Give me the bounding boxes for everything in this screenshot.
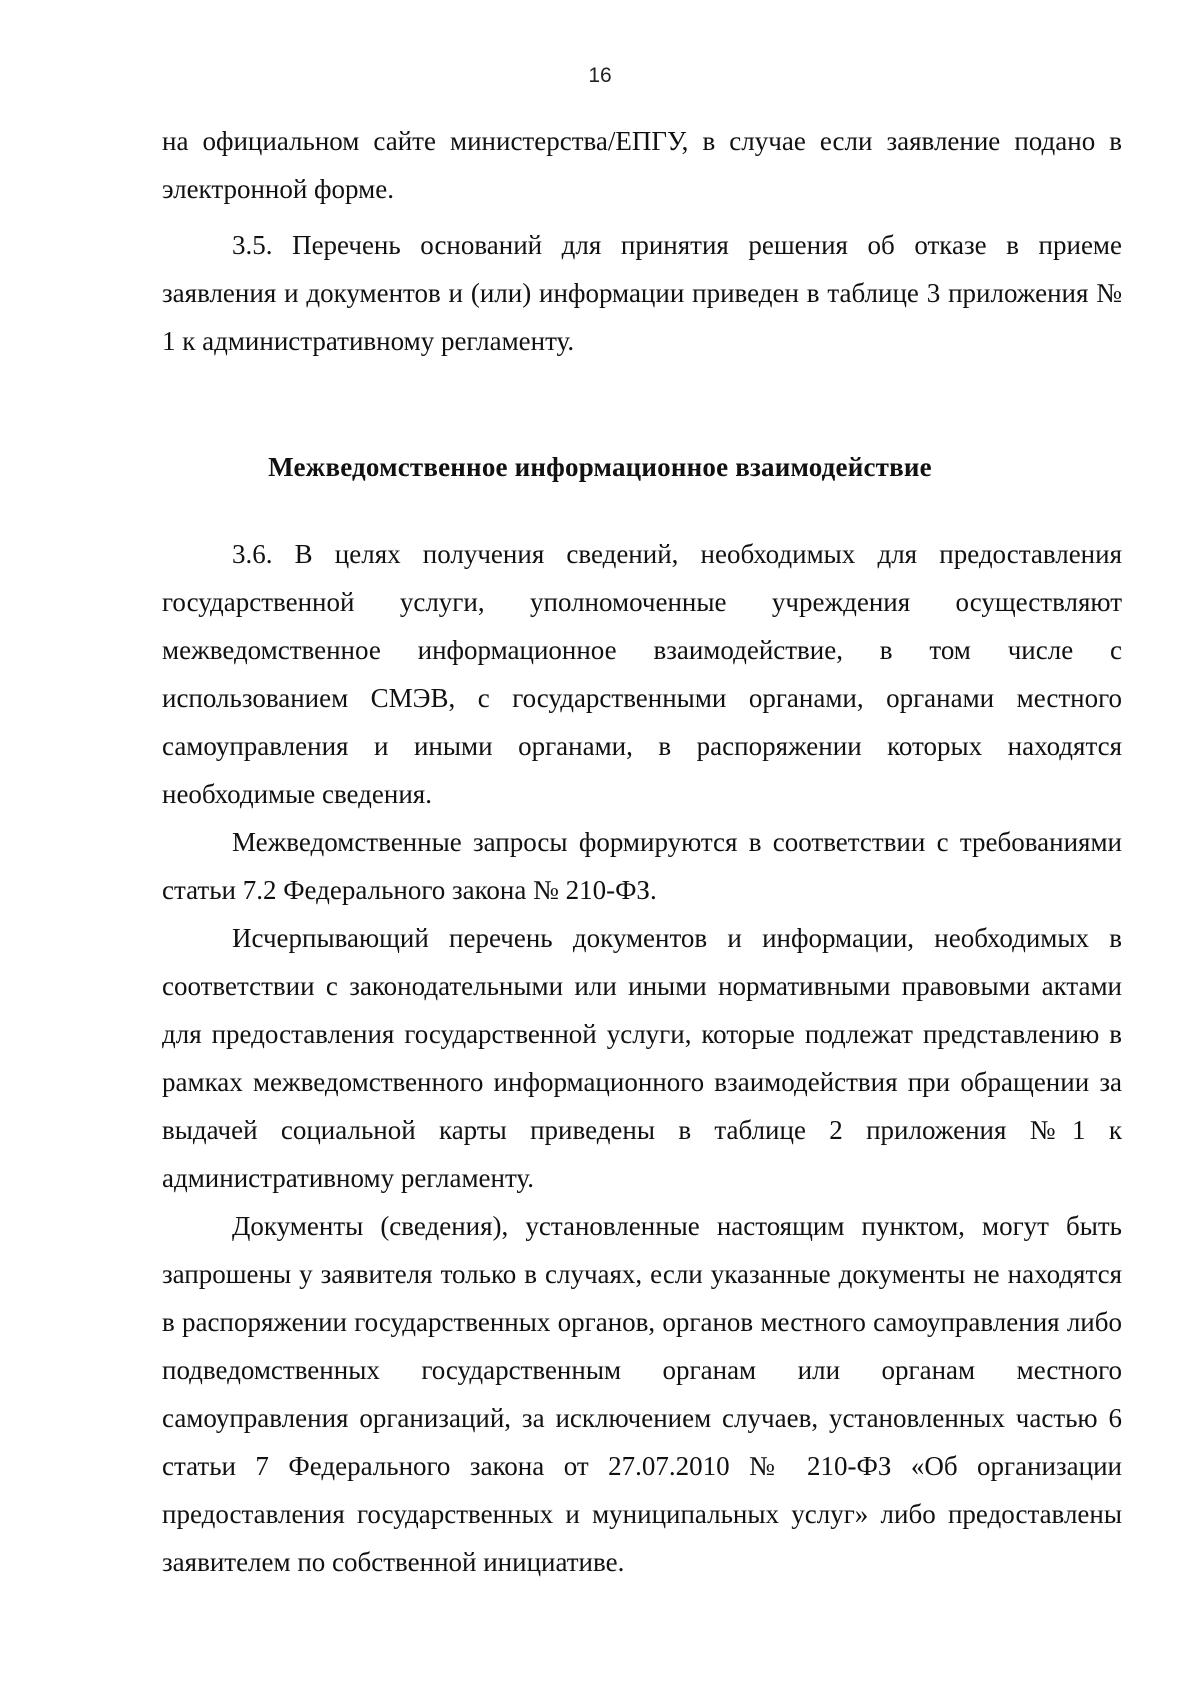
page-number: 16 xyxy=(588,64,612,87)
paragraph-3-5: 3.5. Перечень оснований для принятия решения об отказе в приеме заявления и документов и (или) информации приведен в таблице 3 приложения № 1 к административному регламенту. xyxy=(162,230,1122,356)
paragraph-continuation: на официальном сайте министерства/ЕПГУ, в случае если заявление подано в электронной форме. xyxy=(162,126,1122,204)
paragraph-3-6: 3.6. В целях получения сведений, необходимых для предоставления государственной услуги, уполномоченные учреждения осуществляют межведомственное информационное взаимодействие, в том числе с использованием СМЭВ, с государственными органами, органами местного самоуправления и иными органами, в распоряжении которых находятся необходимые сведения. xyxy=(162,539,1122,809)
clause-3-6-block xyxy=(162,530,1122,1586)
paragraph-exhaustive-list: Исчерпывающий перечень документов и информации, необходимых в соответствии с законодательными или иными нормативными правовыми актами для предоставления государственной услуги, которые подлежат представлению в рамках межведомственного информационного взаимодействия при обращении за выдачей социальной карты приведены в таблице 2 приложения №1 к административному регламенту. xyxy=(162,923,1122,1193)
paragraph-interagency-requests: Межведомственные запросы формируются в соответствии с требованиями статьи 7.2 Федерального закона № 210-ФЗ. xyxy=(162,827,1122,905)
section-heading: Межведомственное информационное взаимодействие xyxy=(268,452,932,482)
paragraph-documents-requested: Документы (сведения), установленные настоящим пунктом, могут быть запрошены у заявителя только в случаях, если указанные документы не находятся в распоряжении государственных органов, органов местного самоуправления либо подведомственных государственным органам или органам местного самоуправления организаций, за исключением случаев, установленных частью 6 статьи 7 Федерального закона от 27.07.2010 № 210-ФЗ «Об организации предоставления государственных и муниципальных услуг» либо предоставлены заявителем по собственной инициативе. xyxy=(162,1211,1122,1577)
continued-paragraph xyxy=(162,117,1122,213)
clause-3-5 xyxy=(162,221,1122,365)
